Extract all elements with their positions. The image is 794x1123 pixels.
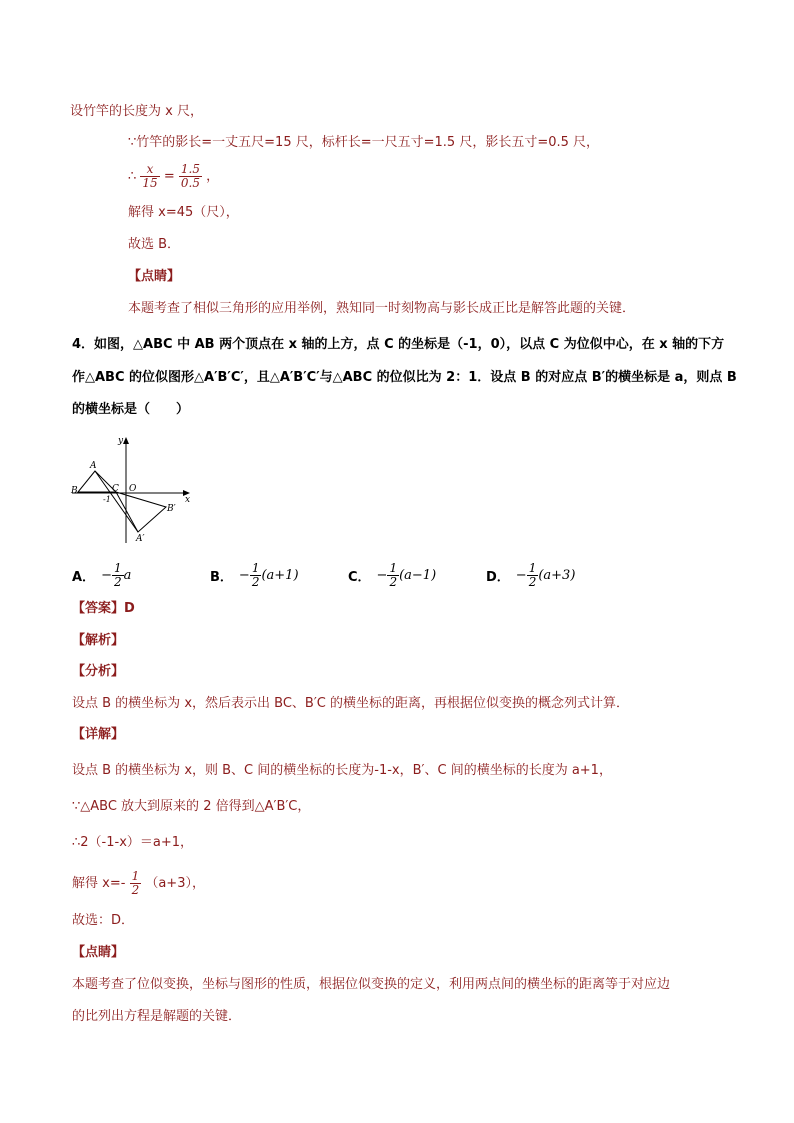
coordinate-figure [68, 435, 198, 550]
fraction-left-denominator: 15 [142, 176, 158, 190]
option-b[interactable] [210, 560, 299, 590]
detail-line-2: ∵△ABC 放大到原来的 2 倍得到△A′B′C， [72, 799, 311, 814]
fenxi-tag: 【分析】 [72, 664, 125, 679]
prev-solution-choice: 故选 B． [128, 237, 181, 252]
option-d[interactable] [486, 560, 575, 590]
detail-tag: 【详解】 [72, 727, 125, 742]
prev-solution-line-1: 设竹竿的长度为 x 尺， [70, 104, 203, 119]
option-c[interactable] [348, 560, 436, 590]
option-d-numerator: 1 [528, 560, 537, 575]
label-b: B [71, 486, 78, 496]
detail-line-1: 设点 B 的横坐标为 x，则 B、C 间的横坐标的长度为-1-x，B′、C 间的横坐标的长度为 a+1， [72, 763, 612, 778]
analysis-tag: 【解析】 [72, 633, 125, 648]
option-c-denominator: 2 [389, 574, 398, 589]
option-c-label: C． [348, 569, 371, 585]
therefore-symbol: ∴ [128, 169, 137, 184]
detail-line-4 [72, 866, 205, 902]
fenxi-text: 设点 B 的横坐标为 x，然后表示出 BC、B′C 的横坐标的距离，再根据位似变换的概念列式计算． [72, 696, 629, 711]
comment2-line-1: 本题考查了位似变换，坐标与图形的性质，根据位似变换的定义，利用两点间的横坐标的距离等于对应边 [72, 977, 671, 992]
option-c-numerator: 1 [389, 560, 398, 575]
detail-line-5: 故选：D． [72, 913, 135, 928]
label-a: A [90, 461, 97, 471]
option-d-fraction [527, 562, 539, 589]
fraction-right-denominator: 0.5 [180, 176, 200, 190]
option-a-fraction [112, 562, 124, 589]
option-a-sign: − [101, 567, 112, 583]
prev-solution-line-2: ∵竹竿的影长=一丈五尺=15 尺，标杆长=一尺五寸=1.5 尺，影长五寸=0.5 尺， [128, 135, 600, 150]
option-c-tail: (a−1) [399, 567, 437, 583]
option-b-numerator: 1 [251, 560, 260, 575]
answer-tag: 【答案】 [72, 601, 125, 616]
option-a-tail: a [123, 567, 132, 583]
y-axis-arrow [123, 437, 129, 444]
option-c-sign: − [376, 567, 388, 583]
answer-value: D [124, 601, 135, 616]
label-neg1: -1 [103, 495, 111, 504]
question-line-1: 4．如图，△ABC 中 AB 两个顶点在 x 轴的上方，点 C 的坐标是（-1，0），以点 C 为位似中心，在 x 轴的下方 [72, 337, 725, 352]
fraction-right [179, 163, 202, 190]
label-c: C [112, 484, 119, 494]
prev-solution-result: 解得 x=45（尺）， [128, 205, 239, 220]
prev-comment-text: 本题考查了相似三角形的应用举例，熟知同一时刻物高与影长成正比是解答此题的关键． [128, 301, 636, 316]
question-line-2: 作△ABC 的位似图形△A′B′C′，且△A′B′C′与△ABC 的位似比为 2：1．设点 B 的对应点 B′的横坐标是 a，则点 B [72, 370, 737, 385]
equation-tail: ， [206, 169, 220, 184]
fraction-right-numerator: 1.5 [180, 162, 200, 176]
label-b-prime: B′ [167, 504, 176, 514]
option-d-denominator: 2 [528, 574, 537, 589]
label-y: y [118, 436, 124, 446]
label-o: O [129, 484, 137, 494]
option-b-sign: − [238, 567, 250, 583]
question-line-3: 的横坐标是（ ） [72, 402, 190, 417]
ray-a-a-prime [95, 471, 138, 532]
answer-line [72, 600, 135, 618]
prev-solution-equation [128, 160, 219, 194]
label-a-prime: A′ [136, 534, 145, 544]
detail-fraction-numerator: 1 [131, 869, 140, 883]
equals-sign: = [163, 169, 175, 184]
option-a-numerator: 1 [113, 560, 122, 575]
comment2-tag: 【点睛】 [72, 945, 125, 960]
option-a[interactable] [72, 560, 131, 590]
fraction-left [140, 163, 159, 190]
fraction-left-numerator: x [140, 163, 159, 177]
option-b-denominator: 2 [251, 574, 260, 589]
detail-line-4-tail: （a+3）， [145, 876, 205, 891]
option-d-tail: (a+3) [538, 567, 576, 583]
option-b-fraction [250, 562, 262, 589]
option-d-sign: − [515, 567, 527, 583]
option-a-label: A． [72, 569, 96, 585]
comment2-line-2: 的比列出方程是解题的关键． [72, 1009, 242, 1024]
option-a-denominator: 2 [113, 574, 122, 589]
detail-fraction-denominator: 2 [131, 883, 140, 897]
label-x: x [185, 495, 191, 505]
option-c-fraction [387, 562, 399, 589]
option-b-label: B． [210, 569, 233, 585]
option-b-tail: (a+1) [261, 567, 299, 583]
detail-fraction [130, 870, 142, 897]
detail-line-3: ∴2（-1-x）＝a+1， [72, 835, 194, 850]
prev-comment-tag: 【点睛】 [128, 269, 181, 284]
option-d-label: D． [486, 569, 510, 585]
detail-line-4-head: 解得 x=- [72, 876, 126, 891]
